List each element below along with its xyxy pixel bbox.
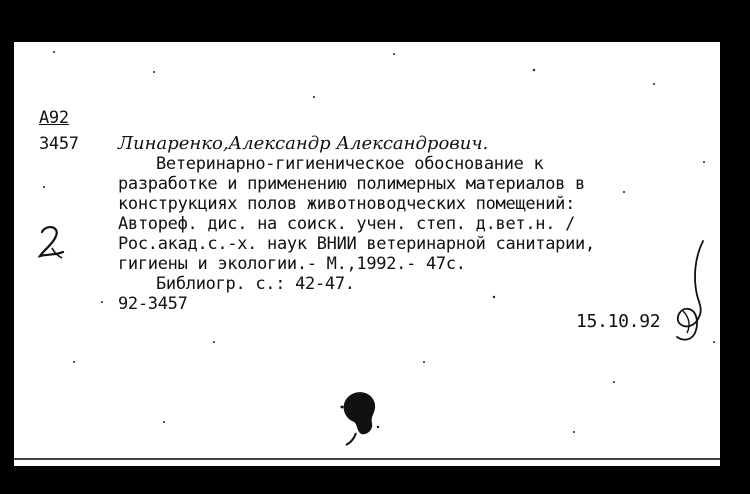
title-line-1: Ветеринарно-гигиеническое обоснование к xyxy=(156,154,544,174)
title-line-2: разработке и применению полимерных материалов в xyxy=(118,174,585,194)
thesis-statement-line: Автореф. дис. на соиск. учен. степ. д.вет.н. / xyxy=(118,214,576,234)
shelf-mark: А92 xyxy=(39,108,69,128)
institution-line: Рос.акад.с.-х. наук ВНИИ ветеринарной санитарии, xyxy=(118,234,595,254)
card-bottom-edge xyxy=(14,458,720,460)
bibliography-note: Библиогр. с.: 42-47. xyxy=(156,274,355,294)
call-number: 92-3457 xyxy=(118,294,188,314)
title-line-3: конструкциях полов животноводческих помещений: xyxy=(118,194,576,214)
accession-number: 3457 xyxy=(39,134,79,154)
date-stamp: 15.10.92 xyxy=(576,311,661,332)
imprint-line: гигиены и экологии.- М.,1992.- 47с. xyxy=(118,254,466,274)
speckle-noise xyxy=(14,42,720,466)
catalog-card xyxy=(14,42,720,466)
author-heading: Линаренко,Александр Александрович. xyxy=(118,133,489,154)
